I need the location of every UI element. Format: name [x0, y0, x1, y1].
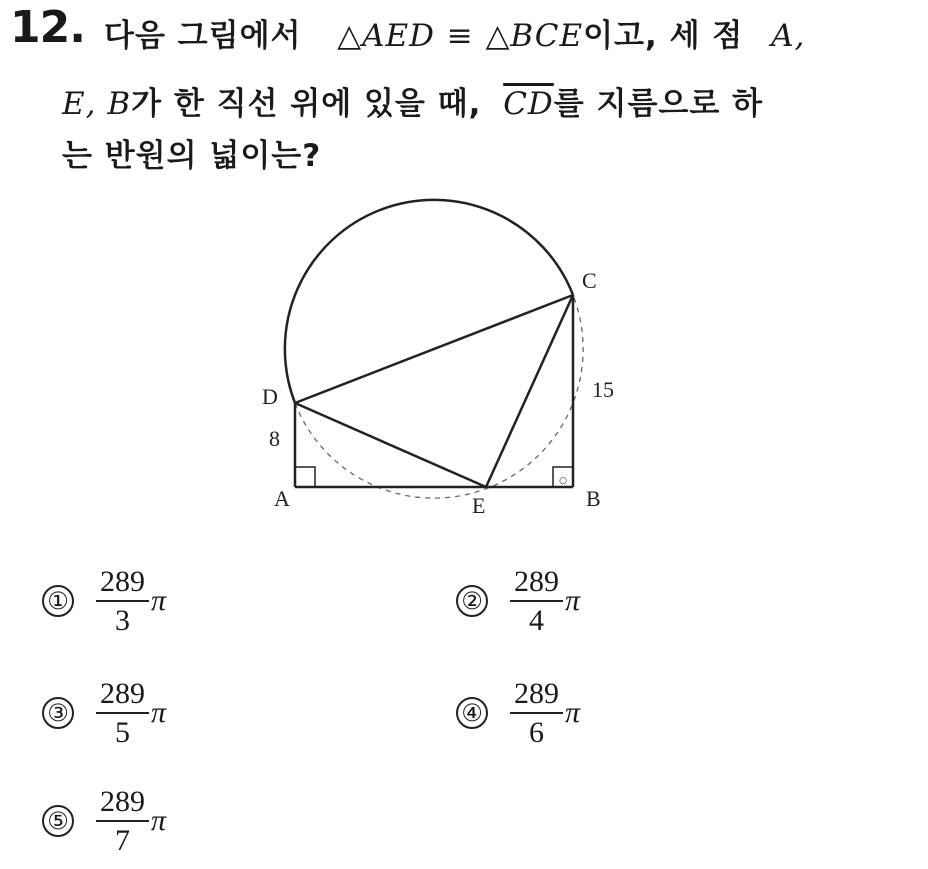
question-text: 를 지름으로 하 [553, 86, 764, 122]
choice-3[interactable] [42, 678, 166, 748]
choice-2[interactable] [456, 566, 580, 636]
math-triangle-bce: △BCE [485, 18, 584, 54]
math-congruent: ≡ [446, 18, 474, 54]
segment-de [295, 403, 486, 487]
choice-1[interactable] [42, 566, 166, 636]
fraction-numerator: 289 [96, 566, 149, 602]
math-point-a: A, [771, 18, 806, 54]
math-triangle-aed: △AED [337, 18, 435, 54]
question-text: 이고, 세 점 [583, 18, 744, 54]
choice-marker: ④ [456, 697, 488, 729]
question-text: 가 한 직선 위에 있을 때, [131, 86, 482, 122]
question-line-3: 는 반원의 넓이는? [62, 138, 322, 174]
length-ad: 8 [269, 426, 280, 451]
fraction-numerator: 289 [96, 786, 149, 822]
fraction-denominator: 6 [529, 715, 544, 749]
angle-mark-symbol: ○ [559, 476, 567, 486]
question-number: 12. [10, 2, 85, 53]
fraction-numerator: 289 [510, 566, 563, 602]
choice-4[interactable] [456, 678, 580, 748]
choice-marker: ② [456, 585, 488, 617]
right-angle-mark-a [295, 467, 315, 487]
fraction-denominator: 3 [115, 603, 130, 637]
label-d: D [262, 384, 278, 409]
pi-symbol: π [151, 804, 167, 837]
question-text: 다음 그림에서 [104, 18, 302, 54]
fraction-denominator: 7 [115, 823, 130, 857]
choice-fraction [510, 678, 563, 748]
label-e: E [472, 493, 486, 518]
pi-symbol: π [151, 696, 167, 729]
pi-symbol: π [565, 584, 581, 617]
choice-marker: ① [42, 585, 74, 617]
choice-fraction [96, 786, 149, 856]
fraction-numerator: 289 [510, 678, 563, 714]
math-points-eb: E, B [62, 86, 132, 122]
math-segment-cd: $\overline{CD}$ [503, 86, 554, 122]
semicircle-arc [285, 200, 573, 403]
fraction-denominator: 4 [529, 603, 544, 637]
length-bc: 15 [592, 377, 614, 402]
label-b: B [586, 486, 601, 511]
choice-fraction [96, 678, 149, 748]
pi-symbol: π [151, 584, 167, 617]
choice-fraction [96, 566, 149, 636]
choice-5[interactable] [42, 786, 166, 856]
label-a: A [274, 486, 290, 511]
choice-marker: ⑤ [42, 805, 74, 837]
choice-fraction [510, 566, 563, 636]
choice-marker: ③ [42, 697, 74, 729]
label-c: C [582, 268, 597, 293]
fraction-numerator: 289 [96, 678, 149, 714]
pi-symbol: π [565, 696, 581, 729]
fraction-denominator: 5 [115, 715, 130, 749]
